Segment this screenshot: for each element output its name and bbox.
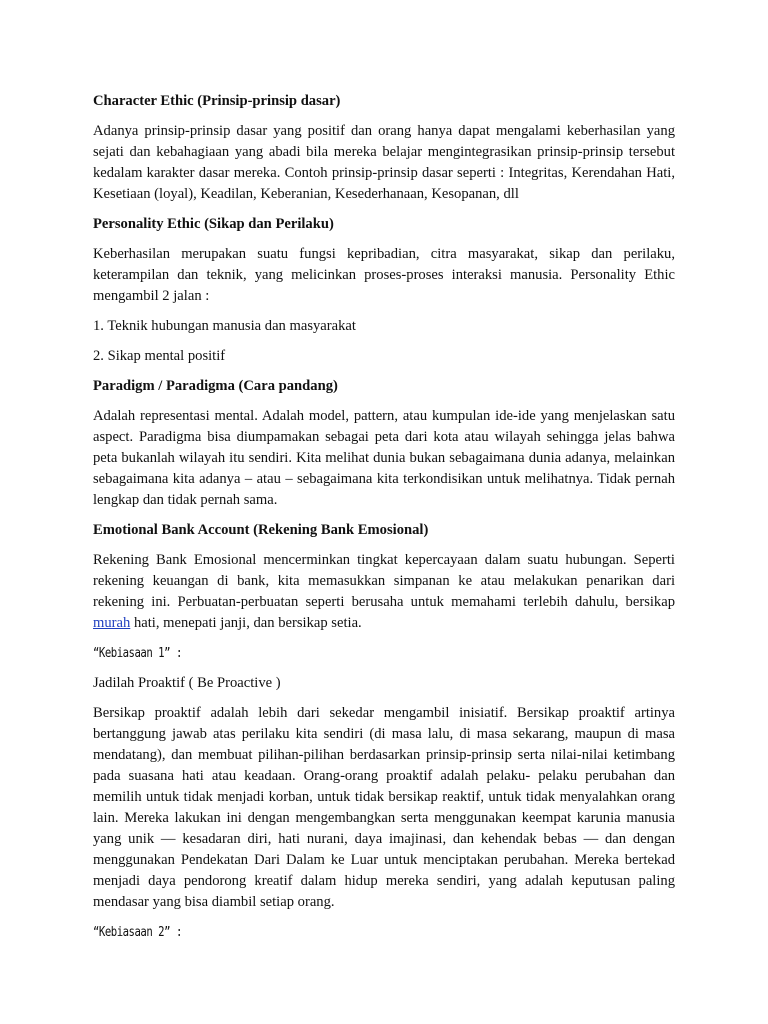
paragraph-emotional-bank-account bbox=[93, 550, 675, 634]
paragraph-text-before-link: Rekening Bank Emosional mencerminkan tingkat kepercayaan dalam suatu hubungan. Seperti rekening keuangan di bank, kita memasukkan simpanan ke atau melakukan penarikan dari rekening ini. Perbuatan-perbuatan seperti berusaha untuk memahami terlebih dahulu, bersikap bbox=[93, 552, 675, 610]
paragraph-personality-ethic: Keberhasilan merupakan suatu fungsi kepribadian, citra masyarakat, sikap dan perilaku, keterampilan dan teknik, yang melicinkan proses-proses interaksi manusia. Personality Ethic mengambil 2 jalan : bbox=[93, 246, 675, 304]
paragraph-text-after-link: hati, menepati janji, dan bersikap setia. bbox=[130, 615, 362, 631]
document-page bbox=[93, 91, 675, 952]
section-title-paradigm: Paradigm / Paradigma (Cara pandang) bbox=[93, 378, 338, 394]
habit-1-label: “Kebiasaan 1” : bbox=[93, 646, 182, 661]
paragraph-character-ethic: Adanya prinsip-prinsip dasar yang positif dan orang hanya dapat mengalami keberhasilan yang sejati dan kebahagiaan yang abadi bila mereka belajar mengintegrasikan prinsip-prinsip tersebut kedalam karakter dasar mereka. Contoh prinsip-prinsip dasar seperti : Integritas, Kerendahan Hati, Kesetiaan (loyal), Keadilan, Keberanian, Kesederhanaan, Kesopanan, dll bbox=[93, 123, 675, 202]
habit-2-label-line bbox=[93, 922, 675, 943]
paragraph-habit-1: Bersikap proaktif adalah lebih dari sekedar mengambil inisiatif. Bersikap proaktif artinya bertanggung jawab atas perilaku kita sendiri (di masa lalu, di masa sekarang, maupun di masa mendatang), dan membuat pilihan-pilihan berdasarkan prinsip-prinsip serta nilai-nilai ketimbang pada suasana hati atau keadaan. Orang-orang proaktif adalah pelaku- pelaku perubahan dan memilih untuk tidak menjadi korban, untuk tidak bersikap reaktif, untuk tidak menyalahkan orang lain. Mereka lakukan ini dengan mengembangkan serta menggunakan keempat karunia manusia yang unik — kesadaran diri, hati nurani, daya imajinasi, dan kehendak bebas — dan dengan menggunakan Pendekatan Dari Dalam ke Luar untuk menciptakan perubahan. Mereka bertekad menjadi daya pendorong kreatif dalam hidup mereka sendiri, yang adalah keputusan paling mendasar yang bisa diambil setiap orang. bbox=[93, 705, 675, 910]
habit-1-label-line bbox=[93, 643, 675, 664]
habit-2-label: “Kebiasaan 2” : bbox=[93, 925, 182, 940]
list-item-1: 1. Teknik hubungan manusia dan masyarakat bbox=[93, 318, 356, 334]
paragraph-paradigm: Adalah representasi mental. Adalah model, pattern, atau kumpulan ide-ide yang menjelaskan satu aspect. Paradigma bisa diumpamakan sebagai peta dari kota atau wilayah sehingga jelas bahwa peta bukanlah wilayah itu sendiri. Kita melihat dunia bukan sebagaimana dunia adanya, melainkan sebagaimana kita adanya – atau – sebagaimana kita terkondisikan untuk melihatnya. Tidak pernah lengkap dan tidak pernah sama. bbox=[93, 408, 675, 508]
section-title-character-ethic: Character Ethic (Prinsip-prinsip dasar) bbox=[93, 93, 341, 109]
section-title-emotional-bank-account: Emotional Bank Account (Rekening Bank Emosional) bbox=[93, 522, 429, 538]
section-title-personality-ethic: Personality Ethic (Sikap dan Perilaku) bbox=[93, 216, 334, 232]
habit-1-title: Jadilah Proaktif ( Be Proactive ) bbox=[93, 675, 281, 691]
list-item-2: 2. Sikap mental positif bbox=[93, 348, 226, 364]
murah-link[interactable]: murah bbox=[93, 615, 131, 631]
